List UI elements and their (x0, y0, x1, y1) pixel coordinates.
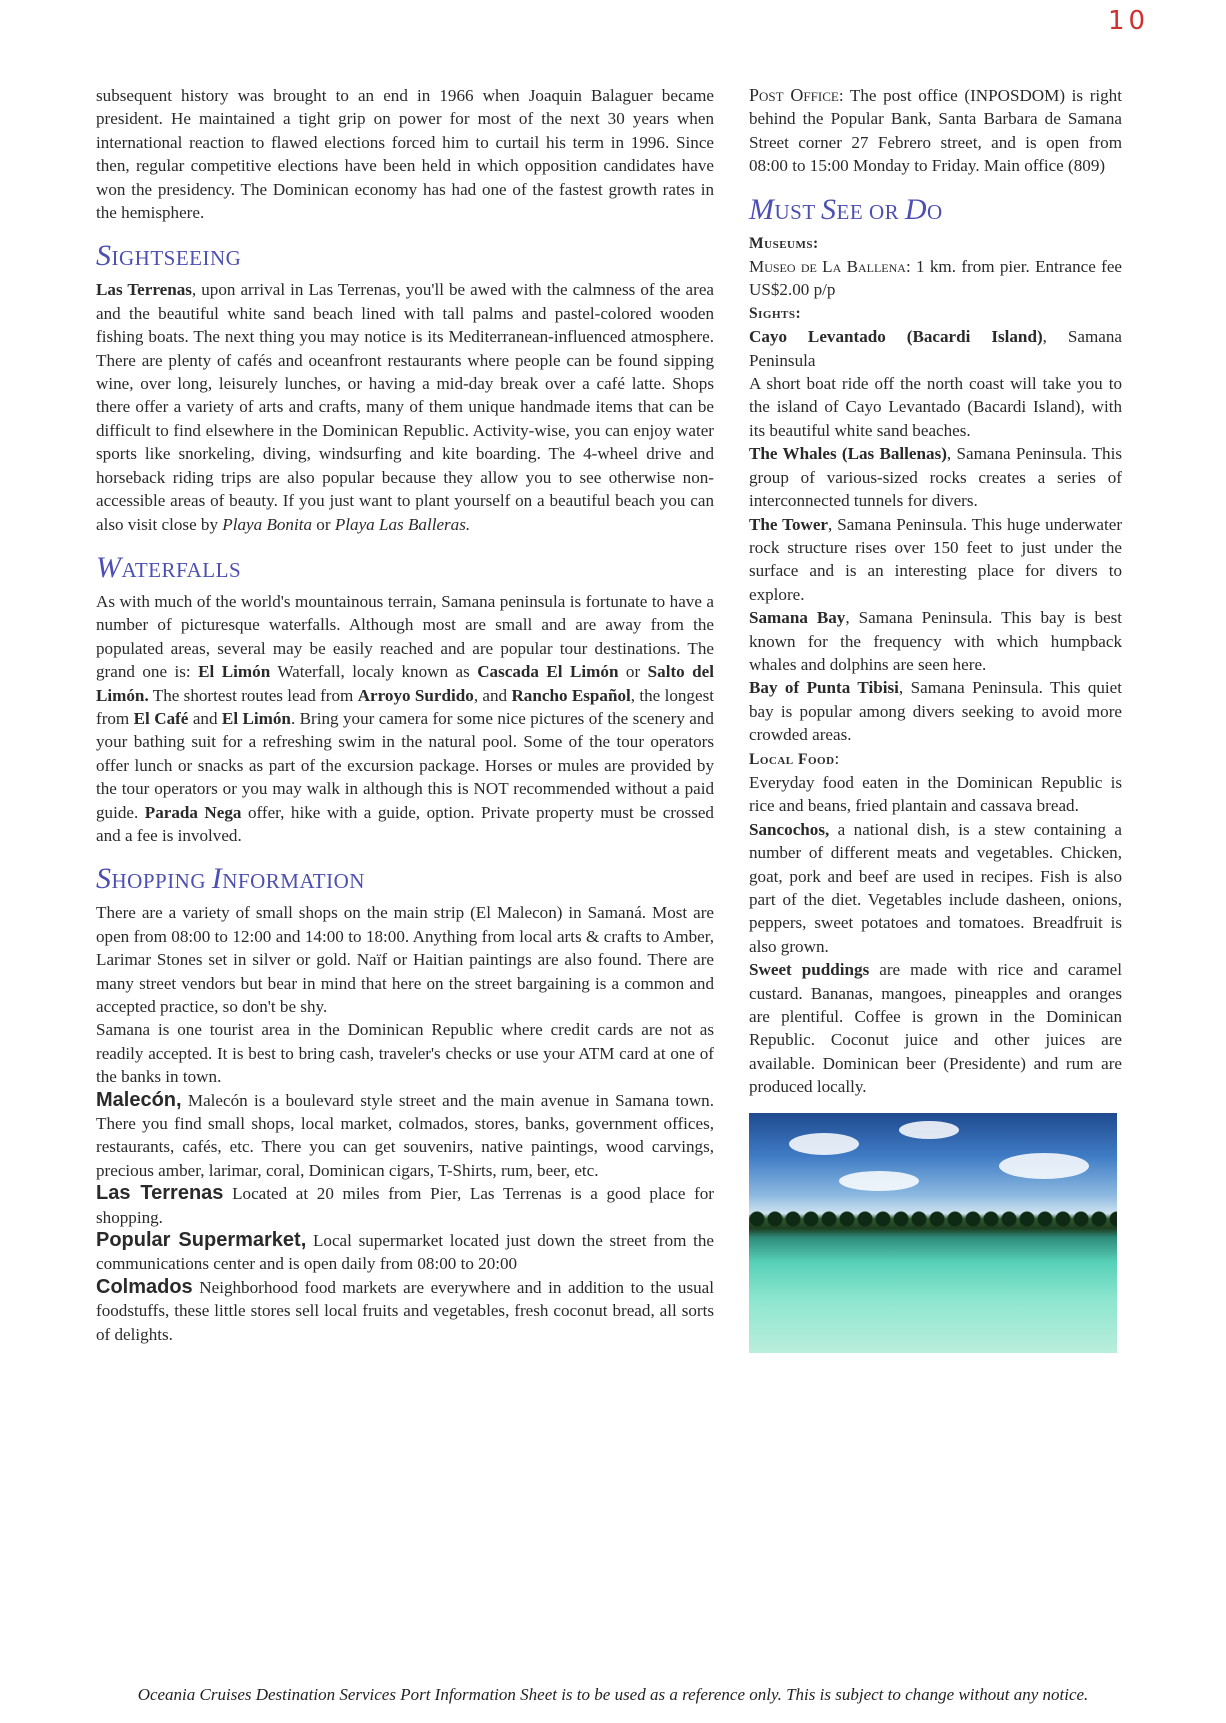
sight-item: The Whales (Las Ballenas), Samana Peninsula. This group of various-sized rocks creates a series of interconnected tunnels for divers. (749, 444, 1122, 511)
food-paragraph-1: Everyday food eaten in the Dominican Republic is rice and beans, fried plantain and cassava bread. (749, 772, 1122, 816)
sight-item: Cayo Levantado (Bacardi Island), Samana Peninsula (749, 327, 1122, 370)
sight-item: Bay of Punta Tibisi, Samana Peninsula. This quiet bay is popular among divers seeking to avoid more crowded areas. (749, 678, 1122, 745)
sightseeing-heading: SIGHTSEEING (96, 239, 242, 273)
museum-paragraph: Museo de La Ballena: 1 km. from pier. Entrance fee US$2.00 p/p (749, 257, 1122, 300)
shopping-item: Malecón, Malecón is a boulevard style street and the main avenue in Samana town. There you find small shops, local market, colmados, stores, banks, government offices, restaurants, cafés, etc. There you can get souvenirs, native paintings, wood carvings, precious amber, larimar, coral, Dominican cigars, T-Shirts, rum, beer, etc. (96, 1088, 714, 1180)
waterfalls-paragraph: As with much of the world's mountainous terrain, Samana peninsula is fortunate to have a number of picturesque waterfalls. Although most are small and are away from the populated areas, several may be easily reached and are popular tour destinations. The grand one is: El Limón Waterfall, localy known as Cascada El Limón or Salto del Limón. The shortest routes lead from Arroyo Surdido, and Rancho Español, the longest from El Café and El Limón. Bring your camera for some nice pictures of the scenery and your bathing suit for a refreshing swim in the natural pool. Some of the tour operators offer lunch or snacks as part of the excursion package. Horses or mules are provided by the tour operators or you may walk in although this is NOT recommended without a paid guide. Parada Nega offer, hike with a guide, option. Private property must be crossed and a fee is involved. (96, 591, 714, 845)
food-paragraph-3: Sweet puddings are made with rice and caramel custard. Bananas, mangoes, pineapples and oranges are plentiful. Coffee is grown in the Dominican Republic. Coconut juice and other juices are available. Dominican beer (Presidente) and rum are produced locally. (749, 960, 1122, 1097)
food-paragraph-2: Sancochos, a national dish, is a stew containing a number of different meats and vegetables. Chicken, goat, pork and beef are used in recipes. Fish is also part of the diet. Vegetables include dasheen, onions, peppers, sweet potatoes and tomatoes. Breadfruit is also grown. (749, 819, 1122, 956)
local-food-label: Local Food: (749, 748, 840, 768)
post-office-paragraph: Post Office: The post office (INPOSDOM) is right behind the Popular Bank, Santa Barbara de Samana Street corner 27 Febrero street, and is open from 08:00 to 15:00 Monday to Friday. Main office (809) (749, 85, 1122, 176)
shopping-heading: SHOPPING INFORMATION (96, 862, 365, 896)
sights-label: Sights: (749, 304, 802, 322)
page-number: 10 (1108, 6, 1150, 36)
sightseeing-paragraph: Las Terrenas, upon arrival in Las Terrenas, you'll be awed with the calmness of the area and the beautiful white sand beach lined with tall palms and pastel-colored wooden fishing boats. The next thing you may notice is its Mediterranean-influenced atmosphere. There are plenty of cafés and oceanfront restaurants where people can be found sipping wine, over long, leisurely lunches, or having a mid-day break over a café latte. Shops there offer a variety of arts and crafts, many of them unique handmade items that can be difficult to find elsewhere in the Dominican Republic. Activity-wise, you can enjoy water sports like snorkeling, diving, windsurfing and kite boarding. The 4-wheel drive and horseback riding trips are also popular because they allow you to see otherwise non-accessible areas of beauty. If you just want to plant yourself on a beautiful beach you can also visit close by Playa Bonita or Playa Las Balleras. (96, 280, 714, 534)
history-paragraph: subsequent history was brought to an end in 1966 when Joaquin Balaguer became president. He maintained a tight grip on power for most of the next 30 years when international reaction to flawed elections forced him to curtail his term in 1996. Since then, regular competitive elections have been held in which opposition candidates have won the presidency. The Dominican economy has had one of the fastest growth rates in the hemisphere. (96, 86, 714, 223)
shopping-item: Popular Supermarket, Local supermarket located just down the street from the communications center and is open daily from 08:00 to 20:00 (96, 1229, 715, 1274)
museums-label: Museums: (749, 234, 819, 252)
sight-item: A short boat ride off the north coast will take you to the island of Cayo Levantado (Bacardi Island), with its beautiful white sand beaches. (749, 374, 1122, 440)
beach-photo (749, 1113, 1117, 1353)
shopping-paragraph-2: Samana is one tourist area in the Dominican Republic where credit cards are not as readily accepted. It is best to bring cash, traveler's checks or use your ATM card at one of the banks in town. (96, 1020, 714, 1087)
right-column (749, 84, 1122, 1353)
must-see-heading: MUST SEE OR DO (749, 192, 943, 226)
sight-item: Samana Bay, Samana Peninsula. This bay is best known for the frequency with which humpback whales and dolphins are seen here. (749, 608, 1122, 674)
waterfalls-heading: WATERFALLS (96, 550, 242, 584)
sight-item: The Tower, Samana Peninsula. This huge underwater rock structure rises over 150 feet to just under the surface and is an interesting place for divers to explore. (749, 514, 1123, 604)
shopping-paragraph-1: There are a variety of small shops on the main strip (El Malecon) in Samaná. Most are open from 08:00 to 12:00 and 14:00 to 18:00. Anything from local arts & crafts to Amber, Larimar Stones set in silver or gold. Naïf or Haitian paintings are also found. There are many street vendors but bear in mind that here on the street bargaining is a common and accepted practice, so don't be shy. (96, 903, 714, 1016)
left-column (96, 84, 714, 1346)
shopping-item: Colmados Neighborhood food markets are everywhere and in addition to the usual foodstuffs, these little stores sell local fruits and vegetables, fresh coconut bread, all sorts of delights. (96, 1275, 714, 1344)
shopping-item: Las Terrenas Located at 20 miles from Pier, Las Terrenas is a good place for shopping. (96, 1182, 715, 1227)
footer-disclaimer: Oceania Cruises Destination Services Port Information Sheet is to be used as a reference only. This is subject to change without any notice. (137, 1685, 1089, 1704)
